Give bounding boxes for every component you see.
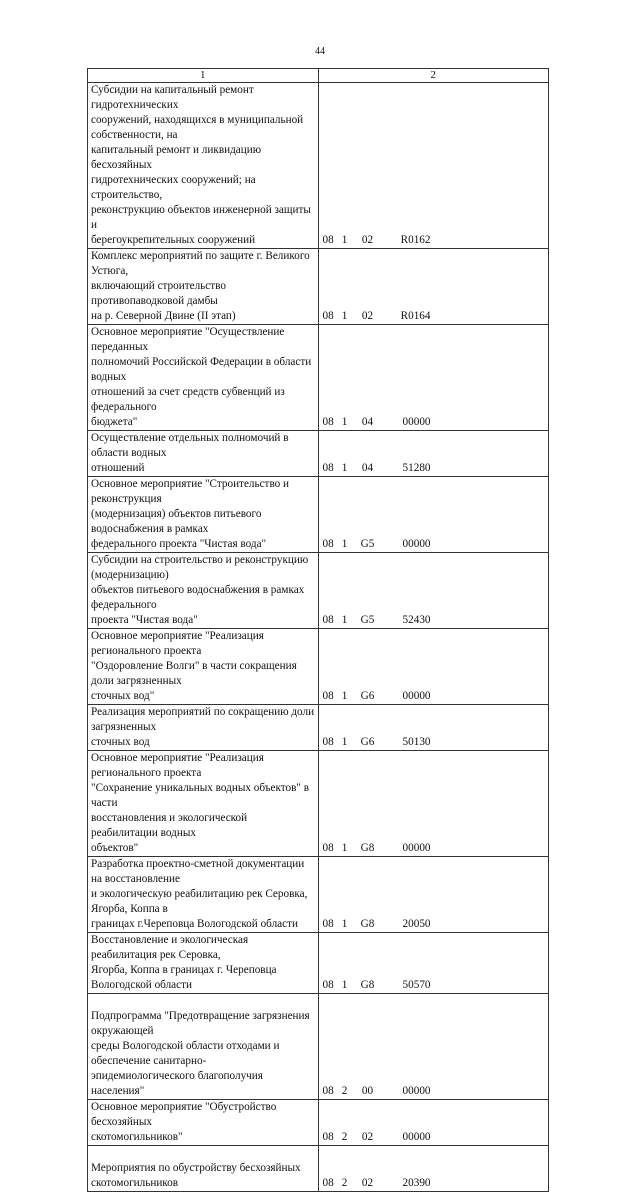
table-row (88, 751, 549, 857)
row-code (318, 477, 549, 553)
row-description: Осуществление отдельных полномочий в области водных отношений (88, 431, 319, 477)
table-row (88, 325, 549, 431)
code-program: 08 (322, 234, 334, 246)
code-program: 08 (322, 918, 334, 930)
row-description: Субсидии на капитальный ремонт гидротехнических сооружений, находящихся в муниципальной собственности, на капитальный ремонт и ликвидацию бесхозяйных гидротехнических сооружений; на строительство, реконструкцию объектов инженерной защиты и берегоукрепительных сооружений (88, 83, 319, 249)
code-subprogram: 1 (341, 538, 348, 550)
code-program: 08 (322, 690, 334, 702)
code-activity: G8 (360, 979, 375, 991)
code-subprogram: 1 (341, 736, 348, 748)
code-activity: G5 (360, 538, 375, 550)
code-direction: 51280 (402, 462, 431, 474)
code-direction: R0164 (400, 310, 431, 322)
code-activity: G6 (360, 690, 375, 702)
code-program: 08 (322, 1177, 334, 1189)
table-row (88, 83, 549, 249)
row-description: Мероприятия по обустройству бесхозяйных скотомогильников (88, 1146, 319, 1192)
header-col-1: 1 (88, 69, 319, 83)
table-row (88, 629, 549, 705)
row-code (318, 751, 549, 857)
code-program: 08 (322, 842, 334, 854)
page-number: 44 (315, 46, 325, 57)
code-activity: 02 (361, 234, 374, 246)
code-program: 08 (322, 979, 334, 991)
code-direction: 00000 (402, 416, 431, 428)
code-program: 08 (322, 736, 334, 748)
code-direction: 50130 (402, 736, 431, 748)
row-code (318, 325, 549, 431)
code-program: 08 (322, 462, 334, 474)
code-activity: G8 (360, 918, 375, 930)
code-program: 08 (322, 416, 334, 428)
row-code (318, 249, 549, 325)
code-program: 08 (322, 1085, 334, 1097)
code-direction: 00000 (402, 1131, 431, 1143)
table-row (88, 1146, 549, 1192)
code-subprogram: 1 (341, 979, 348, 991)
code-direction: R0162 (400, 234, 431, 246)
table-row (88, 553, 549, 629)
row-code (318, 553, 549, 629)
code-activity: G6 (360, 736, 375, 748)
code-activity: 04 (361, 416, 374, 428)
code-direction: 20390 (402, 1177, 431, 1189)
code-activity: 02 (361, 1131, 374, 1143)
row-description: Комплекс мероприятий по защите г. Великого Устюга, включающий строительство противопаводковой дамбы на р. Северной Двине (II этап) (88, 249, 319, 325)
table-row (88, 857, 549, 933)
row-code (318, 705, 549, 751)
code-direction: 00000 (402, 690, 431, 702)
row-code (318, 857, 549, 933)
row-description: Субсидии на строительство и реконструкцию (модернизацию) объектов питьевого водоснабжения в рамках федерального проекта "Чистая вода" (88, 553, 319, 629)
code-direction: 52430 (402, 614, 431, 626)
code-program: 08 (322, 1131, 334, 1143)
row-description: Реализация мероприятий по сокращению доли загрязненных сточных вод (88, 705, 319, 751)
budget-classification-table (87, 68, 549, 1192)
table-body (88, 69, 549, 1192)
row-code (318, 83, 549, 249)
header-col-2: 2 (318, 69, 549, 83)
code-subprogram: 1 (341, 614, 348, 626)
row-description: Основное мероприятие "Строительство и реконструкция (модернизация) объектов питьевого водоснабжения в рамках федерального проекта "Чистая вода" (88, 477, 319, 553)
table-row (88, 994, 549, 1100)
code-subprogram: 1 (341, 918, 348, 930)
code-activity: 04 (361, 462, 374, 474)
table-row (88, 431, 549, 477)
code-subprogram: 2 (341, 1177, 348, 1189)
code-subprogram: 1 (341, 234, 348, 246)
code-activity: 02 (361, 1177, 374, 1189)
row-code (318, 629, 549, 705)
code-subprogram: 2 (341, 1131, 348, 1143)
table-row (88, 705, 549, 751)
code-program: 08 (322, 538, 334, 550)
row-description: Основное мероприятие "Осуществление переданных полномочий Российской Федерации в области водных отношений за счет средств субвенций из федерального бюджета" (88, 325, 319, 431)
code-direction: 00000 (402, 1085, 431, 1097)
code-direction: 20050 (402, 918, 431, 930)
code-subprogram: 1 (341, 416, 348, 428)
row-code (318, 933, 549, 994)
table-header-row (88, 69, 549, 83)
table-row (88, 1100, 549, 1146)
code-subprogram: 1 (341, 690, 348, 702)
row-description: Разработка проектно-сметной документации на восстановление и экологическую реабилитацию рек Серовка, Ягорба, Коппа в границах г.Череповца Вологодской области (88, 857, 319, 933)
table-row (88, 477, 549, 553)
code-direction: 00000 (402, 538, 431, 550)
table-row (88, 933, 549, 994)
code-activity: G8 (360, 842, 375, 854)
row-description: Основное мероприятие "Обустройство бесхозяйных скотомогильников" (88, 1100, 319, 1146)
code-activity: 02 (361, 310, 374, 322)
code-subprogram: 1 (341, 842, 348, 854)
code-direction: 00000 (402, 842, 431, 854)
row-code (318, 994, 549, 1100)
row-code (318, 1146, 549, 1192)
code-program: 08 (322, 310, 334, 322)
code-program: 08 (322, 614, 334, 626)
table-row (88, 249, 549, 325)
code-subprogram: 1 (341, 462, 348, 474)
row-description: Восстановление и экологическая реабилитация рек Серовка, Ягорба, Коппа в границах г. Череповца Вологодской области (88, 933, 319, 994)
row-description: Подпрограмма "Предотвращение загрязнения окружающей среды Вологодской области отходами и обеспечение санитарно- эпидемиологического благополучия населения" (88, 994, 319, 1100)
row-code (318, 431, 549, 477)
code-direction: 50570 (402, 979, 431, 991)
row-description: Основное мероприятие "Реализация регионального проекта "Оздоровление Волги" в части сокращения доли загрязненных сточных вод" (88, 629, 319, 705)
row-description: Основное мероприятие "Реализация регионального проекта "Сохранение уникальных водных объектов" в части восстановления и экологической реабилитации водных объектов" (88, 751, 319, 857)
code-activity: G5 (360, 614, 375, 626)
row-code (318, 1100, 549, 1146)
code-subprogram: 1 (341, 310, 348, 322)
code-subprogram: 2 (341, 1085, 348, 1097)
code-activity: 00 (361, 1085, 374, 1097)
